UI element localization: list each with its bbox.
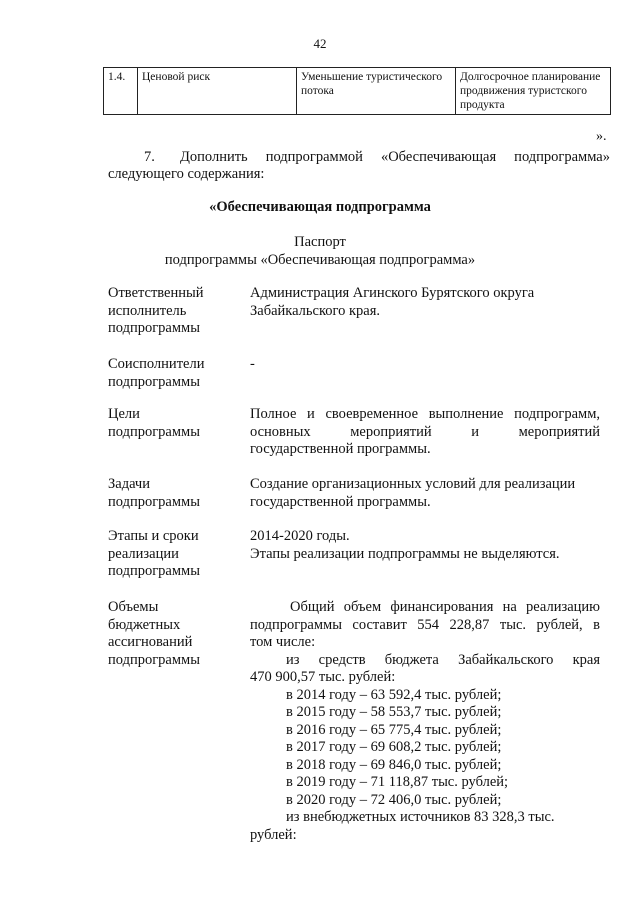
passport-subtitle: подпрограммы «Обеспечивающая подпрограмма» (164, 252, 476, 268)
label-line: подпрограммы (108, 563, 200, 579)
label-line: подпрограммы (108, 373, 200, 390)
label-line: бюджетных (108, 616, 181, 633)
label-line: Объемы (108, 599, 159, 615)
risk-measure: Долгосрочное планирование продвижения туристского продукта (456, 68, 611, 115)
financing-year-line: в 2015 году – 58 553,7 тыс. рублей; (286, 704, 502, 720)
financing-intro-line: подпрограммы составит 554 228,87 тыс. рублей, в (250, 616, 600, 633)
value-line: государственной программы. (250, 441, 431, 457)
passport-title-text: Паспорт (294, 234, 346, 250)
page-number: 42 (313, 36, 327, 51)
row-label-goals (108, 406, 238, 441)
financing-year-line: в 2014 году – 63 592,4 тыс. рублей; (286, 686, 502, 703)
row-value-coexecutors (250, 356, 600, 374)
financing-extra-line: рублей: (250, 826, 297, 843)
risk-name: Ценовой риск (138, 68, 297, 115)
value-line: Создание организационных условий для реализации (250, 476, 576, 492)
passport-title (0, 233, 640, 269)
value-line: 2014-2020 годы. (250, 528, 350, 544)
label-line: подпрограммы (108, 651, 200, 668)
label-line: подпрограммы (108, 423, 200, 440)
risk-consequence: Уменьшение туристического потока (297, 68, 456, 115)
label-line: Ответственный (108, 285, 204, 301)
financing-year-line: в 2019 году – 71 118,87 тыс. рублей; (286, 774, 509, 790)
label-line: подпрограммы (108, 320, 200, 336)
closing-quote: ». (596, 129, 607, 144)
paragraph-number: 7. (144, 149, 155, 165)
label-line: реализации (108, 545, 179, 562)
amendment-paragraph (108, 149, 610, 183)
paragraph-text-line2: следующего содержания: (108, 166, 265, 182)
value-line: основных мероприятий и мероприятий (250, 423, 600, 440)
financing-budget-line: 470 900,57 тыс. рублей: (250, 669, 396, 685)
financing-intro-line: Общий объем финансирования на реализацию (290, 599, 600, 615)
label-line: Цели (108, 406, 140, 422)
financing-extra-line: из внебюджетных источников 83 328,3 тыс. (286, 809, 555, 825)
financing-year-line: в 2020 году – 72 406,0 тыс. рублей; (286, 791, 502, 808)
table-row (104, 68, 611, 115)
label-line: Соисполнители (108, 356, 205, 372)
financing-year-line: в 2017 году – 69 608,2 тыс. рублей; (286, 739, 502, 755)
label-line: Этапы и сроки (108, 528, 199, 544)
financing-year-line: в 2016 году – 65 775,4 тыс. рублей; (286, 721, 502, 738)
value-line: государственной программы. (250, 493, 431, 510)
risk-table (103, 67, 611, 115)
row-value-stages (250, 528, 600, 563)
row-label-stages (108, 528, 238, 581)
row-value-financing (250, 599, 600, 844)
label-line: подпрограммы (108, 493, 200, 510)
value-line: Этапы реализации подпрограммы не выделяются. (250, 545, 560, 562)
row-value-responsible (250, 285, 600, 320)
row-value-goals (250, 406, 600, 459)
row-label-financing (108, 599, 238, 669)
financing-year-line: в 2018 году – 69 846,0 тыс. рублей; (286, 756, 502, 773)
risk-row-number: 1.4. (104, 68, 138, 115)
subprogram-heading: «Обеспечивающая подпрограмма (209, 199, 431, 215)
financing-budget-line: из средств бюджета Забайкальского края (286, 651, 600, 668)
value-line: Полное и своевременное выполнение подпрограмм, (250, 406, 600, 422)
value-line: - (250, 356, 255, 372)
value-line: Забайкальского края. (250, 302, 380, 319)
label-line: ассигнований (108, 634, 193, 650)
row-label-coexecutors (108, 356, 238, 391)
label-line: исполнитель (108, 302, 187, 319)
row-label-tasks (108, 476, 238, 511)
row-value-tasks (250, 476, 600, 511)
paragraph-text-line1: Дополнить подпрограммой «Обеспечивающая подпрограмма» (180, 149, 610, 165)
financing-intro-line: том числе: (250, 634, 316, 650)
value-line: Администрация Агинского Бурятского округа (250, 285, 535, 301)
row-label-responsible (108, 285, 238, 338)
label-line: Задачи (108, 476, 150, 492)
